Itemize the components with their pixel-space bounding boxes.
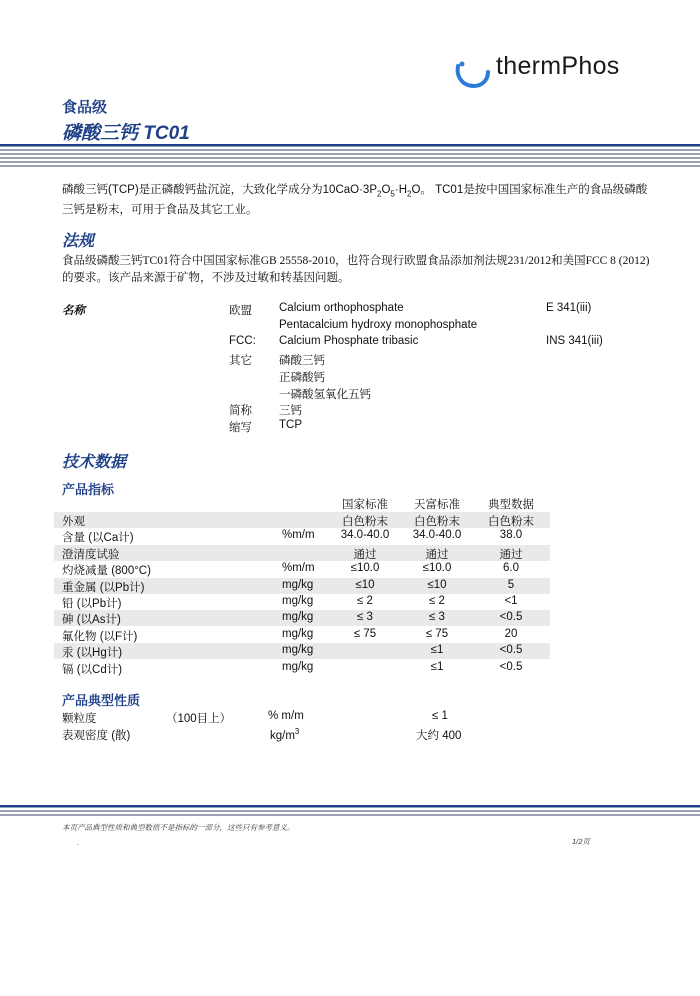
spec-row-gb: ≤ 75	[353, 627, 377, 640]
spec-row-unit: mg/kg	[282, 578, 314, 591]
spec-row-gb: ≤10.0	[350, 562, 380, 575]
properties-heading: 产品典型性质	[62, 693, 141, 708]
names-row-key: FCC:	[229, 335, 256, 348]
prop-row-value: ≤ 1	[432, 710, 448, 722]
spec-row-gb: ≤10	[355, 578, 375, 591]
col-header-typ: 典型数据	[488, 499, 534, 511]
document-title: 磷酸三钙 TC01	[62, 123, 190, 144]
thermphos-logo	[452, 50, 652, 90]
spec-row-typ: <1	[504, 595, 518, 607]
names-row-name: Calcium orthophosphate	[279, 302, 404, 314]
spec-row-gb: ≤ 3	[357, 611, 373, 624]
regulation-heading: 法规	[62, 233, 95, 250]
spec-row-tf: 通过	[425, 548, 449, 561]
names-row-name: 磷酸三钙	[279, 355, 325, 368]
logo-swirl-icon	[452, 52, 492, 92]
names-row-name: 三钙	[279, 405, 302, 418]
footer-note: 本页产品典型性质和典型数值不是指标的一部分，这些只有参考意义。	[62, 823, 295, 832]
prop-row-item: 颗粒度	[62, 713, 97, 725]
spec-row-unit: %m/m	[282, 562, 315, 575]
spec-row-typ: 20	[504, 627, 518, 640]
spec-row-item: 灼烧减量 (800°C)	[62, 565, 151, 578]
footer-stripes	[0, 805, 700, 821]
spec-row-unit: %m/m	[282, 529, 315, 542]
spec-row-gb: 白色粉末	[342, 516, 388, 528]
spec-row-typ: <0.5	[499, 611, 523, 624]
names-row-key: 欧盟	[229, 305, 252, 317]
spec-row-typ: <0.5	[499, 644, 523, 657]
spec-row-tf: ≤ 3	[429, 611, 445, 624]
names-row-key: 缩写	[229, 421, 252, 434]
spec-row-item: 澄清度试验	[62, 548, 120, 561]
spec-row-tf: ≤ 2	[429, 595, 445, 607]
prop-row-cond: （100目上）	[166, 713, 232, 725]
footer-dot: .	[77, 840, 79, 847]
spec-row-item: 镉 (以Cd计)	[62, 663, 123, 676]
spec-row-item: 重金属 (以Pb计)	[62, 581, 145, 594]
spec-row-tf: ≤1	[430, 644, 444, 657]
spec-row-typ: 5	[507, 578, 515, 591]
spec-row-tf: ≤1	[430, 660, 444, 673]
spec-row-gb: 通过	[353, 548, 377, 561]
document-subtitle: 食品级	[62, 99, 108, 116]
prop-row-unit: $kg/m^3$	[270, 727, 300, 742]
names-label: 名称	[62, 305, 85, 317]
spec-row-gb: ≤ 2	[357, 595, 373, 607]
spec-row-unit: mg/kg	[282, 660, 314, 673]
names-row-key: 简称	[229, 405, 252, 418]
names-row-code: INS 341(iii)	[546, 335, 603, 348]
intro-paragraph: 磷酸三钙(TCP)是正磷酸钙盐沉淀，大致化学成分为$10CaO\cdot 3P_2O_5\cdot H_2O$。 TC01是按中国国家标准生产的食品级磷酸三钙是粉末，可用于食品及其它工业。	[62, 184, 648, 217]
spec-row-unit: mg/kg	[282, 644, 314, 657]
spec-row-unit: mg/kg	[282, 627, 314, 640]
spec-row-typ: 白色粉末	[488, 516, 534, 528]
spec-row-typ: 通过	[499, 548, 523, 561]
regulation-text: 食品级磷酸三钙TC01符合中国国家标准GB 25558-2010，也符合现行欧盟食品添加剂法规231/2012和美国FCC 8 (2012)的要求。该产品来源于矿物，不涉及过敏和转基因问题。	[62, 255, 650, 284]
names-row-name: 正磷酸钙	[279, 371, 325, 384]
prop-row-unit: % m/m	[268, 710, 304, 722]
col-header-gb: 国家标准	[342, 499, 388, 511]
spec-row-tf: ≤10	[427, 578, 447, 591]
spec-row-typ: <0.5	[499, 660, 523, 673]
spec-row-tf: ≤ 75	[425, 627, 449, 640]
spec-row-tf: 34.0-40.0	[412, 529, 462, 542]
logo-text: thermPhos	[496, 52, 620, 80]
tech-heading: 技术数据	[62, 454, 127, 471]
spec-row-tf: ≤10.0	[422, 562, 452, 575]
prop-row-item: 表观密度 (散)	[62, 730, 131, 742]
spec-row-item: 含量 (以Ca计)	[62, 532, 134, 545]
names-row-name: 一磷酸氢氧化五钙	[279, 388, 371, 401]
prop-row-value: 大约 400	[416, 730, 462, 742]
header-stripes	[0, 144, 700, 174]
names-row-name: Pentacalcium hydroxy monophosphate	[279, 318, 478, 331]
row-shade	[54, 512, 550, 528]
spec-row-gb: 34.0-40.0	[340, 529, 390, 542]
spec-row-typ: 38.0	[499, 529, 523, 542]
spec-row-typ: 6.0	[503, 562, 519, 575]
row-shade	[54, 545, 550, 561]
spec-row-item: 氟化物 (以F计)	[62, 630, 138, 643]
col-header-tf: 天富标准	[414, 499, 460, 511]
spec-row-tf: 白色粉末	[414, 516, 460, 528]
names-row-name: Calcium Phosphate tribasic	[279, 335, 419, 348]
spec-row-item: 汞 (以Hg计)	[62, 647, 123, 660]
spec-row-item: 铅 (以Pb计)	[62, 598, 122, 610]
spec-row-unit: mg/kg	[282, 595, 314, 607]
spec-row-item: 外观	[62, 516, 85, 528]
spec-row-item: 砷 (以As计)	[62, 614, 121, 627]
spec-heading: 产品指标	[62, 482, 115, 497]
names-row-key: 其它	[229, 355, 252, 368]
page-number: 1/2页	[572, 837, 590, 846]
spec-row-unit: mg/kg	[282, 611, 314, 624]
names-row-code: E 341(iii)	[546, 302, 592, 314]
names-row-name: TCP	[279, 418, 302, 431]
